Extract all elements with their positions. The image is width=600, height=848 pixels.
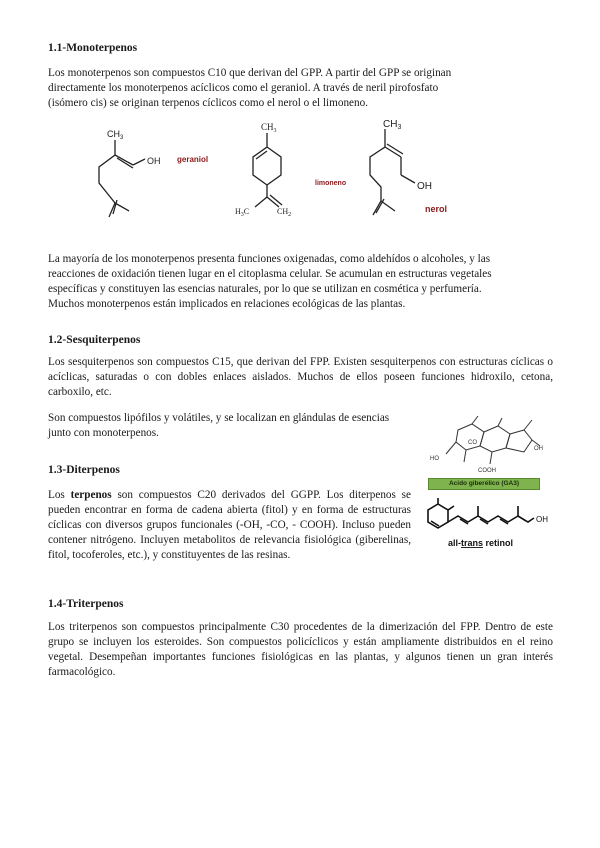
ga3-cooh-label: COOH [478,468,496,474]
monoterpene-structures-figure [85,117,485,227]
geraniol-structure [99,140,145,217]
nerol-structure [370,129,415,215]
retinol-label: all-trans retinol [448,538,514,548]
sesqui-line-1: Son compuestos lipófilos y volátiles, y se localizan en glándulas de esencias [48,412,390,424]
limoneno-ch2-label: $CH_2$ [277,207,292,218]
retinol-structure [418,494,558,554]
limoneno-ch3-label: $CH_3$ [261,122,277,134]
intro-line-3: (isómero cis) se originan terpenos cíclicos como el nerol o el limoneno. [48,97,368,109]
intro-line-2: directamente los monoterpenos acíclicos como el geraniol. A través de neril pirofosfato [48,82,439,94]
section-title-sesquiterpenos: 1.2-Sesquiterpenos [48,334,141,346]
sesquiterpenos-para-1: Los sesquiterpenos son compuestos C15, que derivan del FPP. Existen sesquiterpenos con estructuras cíclicas o acíclicas, saturadas o con dobles enlaces aislados. Muchos de ellos poseen funciones hidroxilo, cetona, carboxilo, etc. [48,356,553,398]
gibberellic-acid-structure [428,410,548,478]
limoneno-h3c-label: $H_3C$ [235,207,250,218]
section-title-diterpenos: 1.3-Diterpenos [48,464,120,476]
sesqui-line-2: junto con monoterpenos. [48,427,159,439]
intro-line-1: Los monoterpenos son compuestos C10 que derivan del GPP. A partir del GPP se originan [48,67,452,79]
nerol-oh-label: OH [417,181,432,192]
ga3-ho-label: HO [430,456,439,462]
body-line-3: específicas y constituyen las esencias naturales, por lo que se utilizan en cosmética y perfumería. [48,283,482,295]
monoterpenos-body [48,252,568,312]
section-title-triterpenos: 1.4-Triterpenos [48,598,124,610]
geraniol-label: geraniol [177,155,209,164]
diterpenos-para: Los terpenos son compuestos C20 derivados del GGPP. Los diterpenos se pueden encontrar en forma de cadena abierta (fitol) y en forma de estructuras cíclicas con diversos grupos funcionales (-OH, -CO, - COOH). Incluso pueden contener nitrógeno. Incluyen metabolitos de relevancia fisiológica (giberelinas, fitol, tocoferoles, etc.), y constituyentes de las resinas. [48,489,412,561]
retinol-oh-label: OH [536,515,548,524]
nerol-ch3-label: $CH_3$ [383,119,402,131]
geraniol-ch3-label: $CH_3$ [107,129,124,141]
gibberellic-acid-label: Acido giberélico (GA3) [428,478,540,490]
nerol-label: nerol [425,204,448,214]
terpenos-bold: terpenos [70,489,112,501]
geraniol-oh-label: OH [147,156,161,166]
body-line-2: reacciones de oxidación tienen lugar en el citoplasma celular. Se acumulan en estructuras vegetales [48,268,492,280]
limoneno-structure [253,133,282,207]
monoterpenos-intro [48,66,558,111]
body-line-1: La mayoría de los monoterpenos presenta funciones oxigenadas, como aldehídos o alcoholes, y las [48,253,491,265]
body-line-4: Muchos monoterpenos están implicados en relaciones ecológicas de las plantas. [48,298,406,310]
triterpenos-para: Los triterpenos son compuestos principalmente C30 procedentes de la dimerización del FPP. Dentro de este grupo se incluyen los esteroides. Son compuestos policíclicos y están ampliamente distribuidos en el reino vegetal. Desempeñan importantes funciones fisiológicas en las plantas, y algunos tienen un gran interés farmacológico. [48,621,553,678]
limoneno-label: limoneno [315,180,347,187]
section-title-monoterpenos: 1.1-Monoterpenos [48,42,138,54]
ga3-co-label: CO [468,440,477,446]
sesquiterpenos-para-2 [48,411,428,441]
ga3-oh-label: OH [534,446,543,452]
